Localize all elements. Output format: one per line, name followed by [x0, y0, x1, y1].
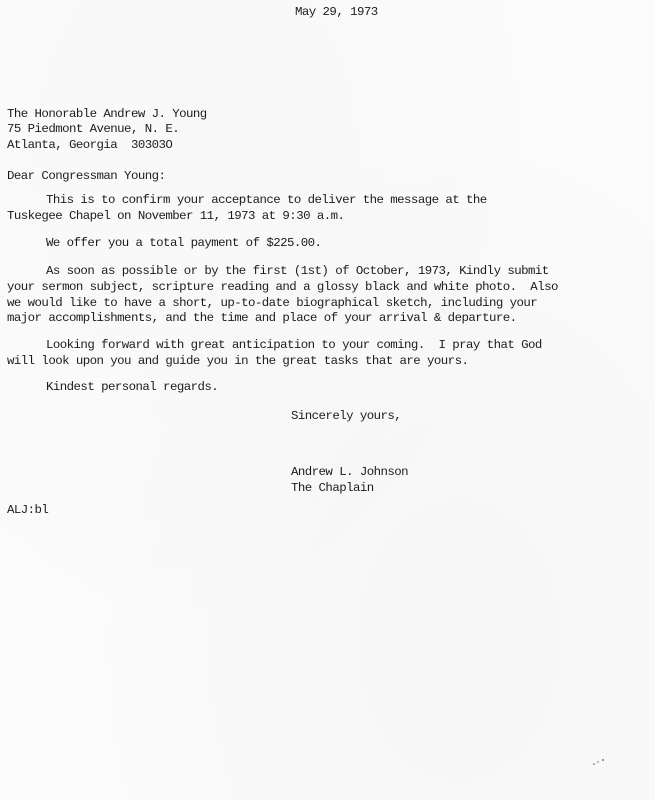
paragraph-3-line-1: As soon as possible or by the first (1st) of October, 1973, Kindly submit [46, 264, 549, 278]
paragraph-3-line-4: major accomplishments, and the time and place of your arrival & departure. [7, 311, 517, 325]
paragraph-4-line-2: will look upon you and guide you in the great tasks that are yours. [7, 354, 469, 368]
recipient-name: The Honorable Andrew J. Young [7, 107, 207, 121]
paper-speck-mark [592, 758, 606, 766]
salutation: Dear Congressman Young: [7, 169, 166, 183]
paragraph-2: We offer you a total payment of $225.00. [46, 236, 322, 250]
paragraph-5: Kindest personal regards. [46, 380, 219, 394]
complimentary-closing: Sincerely yours, [291, 409, 402, 423]
recipient-street: 75 Piedmont Avenue, N. E. [7, 122, 180, 136]
paragraph-1-line-2: Tuskegee Chapel on November 11, 1973 at 9:30 a.m. [7, 209, 345, 223]
reference-initials: ALJ:bl [7, 503, 49, 517]
paragraph-4-line-1: Looking forward with great anticipation to your coming. I pray that God [46, 338, 542, 352]
signer-name: Andrew L. Johnson [291, 465, 409, 479]
letter-date: May 29, 1973 [295, 5, 378, 19]
paragraph-1-line-1: This is to confirm your acceptance to deliver the message at the [46, 193, 487, 207]
signer-title: The Chaplain [291, 481, 374, 495]
recipient-city: Atlanta, Georgia 30303O [7, 138, 173, 152]
paragraph-3-line-2: your sermon subject, scripture reading and a glossy black and white photo. Also [7, 280, 558, 294]
paragraph-3-line-3: we would like to have a short, up-to-date biographical sketch, including your [7, 296, 538, 310]
